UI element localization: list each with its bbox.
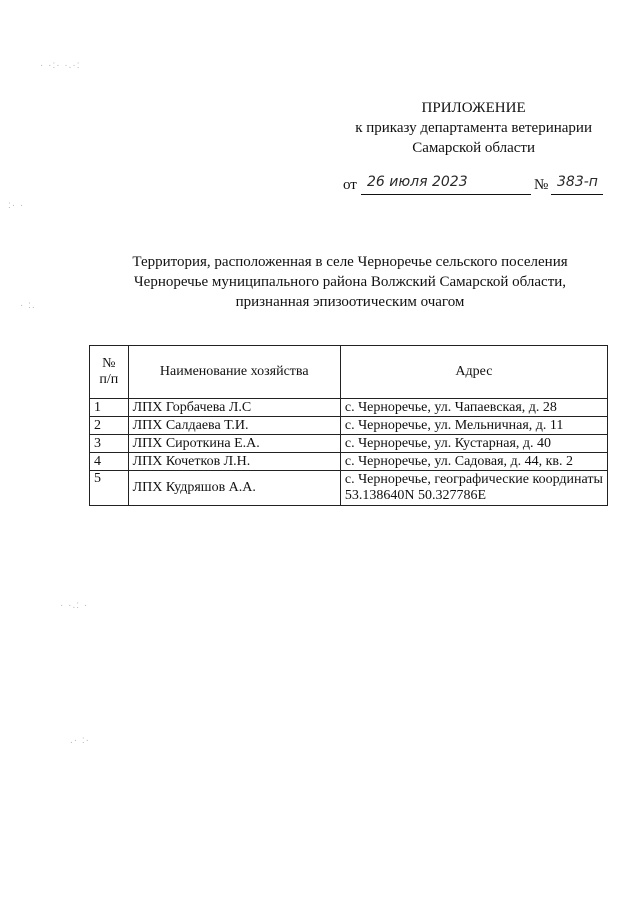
row-household-name: ЛПХ Салдаева Т.И.	[128, 417, 340, 435]
header-name: Наименование хозяйства	[128, 346, 340, 399]
table-row	[90, 471, 608, 506]
scan-artifact: · :.	[20, 300, 36, 311]
handwritten-number: 383-п	[557, 174, 598, 190]
households-table	[89, 345, 608, 506]
date-prefix: от	[343, 177, 357, 193]
row-number: 3	[90, 435, 129, 453]
title-line-1: Территория, расположенная в селе Черноречье сельского поселения	[132, 254, 568, 270]
row-address: с. Черноречье, ул. Чапаевская, д. 28	[340, 399, 607, 417]
order-date-number-line	[343, 174, 603, 199]
appendix-header	[355, 98, 592, 158]
header-number	[90, 346, 129, 399]
title-line-3: признанная эпизоотическим очагом	[235, 294, 465, 310]
row-address: с. Черноречье, ул. Мельничная, д. 11	[340, 417, 607, 435]
date-underline	[361, 194, 531, 195]
row-address: с. Черноречье, географические координаты 53.138640N 50.327786E	[340, 471, 607, 506]
row-household-name: ЛПХ Кочетков Л.Н.	[128, 453, 340, 471]
header-number-pp: п/п	[99, 372, 119, 387]
table-row	[90, 453, 608, 471]
row-address: с. Черноречье, ул. Кустарная, д. 40	[340, 435, 607, 453]
row-household-name: ЛПХ Горбачева Л.С	[128, 399, 340, 417]
title-line-2: Черноречье муниципального района Волжский Самарской области,	[133, 274, 567, 290]
number-underline	[551, 194, 603, 195]
row-number: 4	[90, 453, 129, 471]
table-row	[90, 417, 608, 435]
header-address: Адрес	[340, 346, 607, 399]
document-title	[90, 252, 610, 312]
number-prefix: №	[534, 177, 549, 193]
row-address: с. Черноречье, ул. Садовая, д. 44, кв. 2	[340, 453, 607, 471]
scan-artifact: · ·.: ·	[60, 600, 89, 611]
appendix-ref-region: Самарской области	[412, 140, 535, 156]
handwritten-date: 26 июля 2023	[367, 174, 468, 190]
row-number: 1	[90, 399, 129, 417]
appendix-ref-line: к приказу департамента ветеринарии	[355, 120, 592, 136]
row-number: 5	[90, 471, 129, 506]
row-household-name: ЛПХ Кудряшов А.А.	[128, 471, 340, 506]
table-row	[90, 399, 608, 417]
scan-artifact: · ·:· ·.·:	[40, 60, 81, 71]
scan-artifact: :· ·	[8, 200, 25, 211]
table-header-row	[90, 346, 608, 399]
row-number: 2	[90, 417, 129, 435]
appendix-title: ПРИЛОЖЕНИЕ	[421, 100, 526, 116]
scan-artifact: .· :·	[70, 735, 90, 746]
header-number-sign: №	[102, 356, 116, 371]
row-household-name: ЛПХ Сироткина Е.А.	[128, 435, 340, 453]
table-row	[90, 435, 608, 453]
